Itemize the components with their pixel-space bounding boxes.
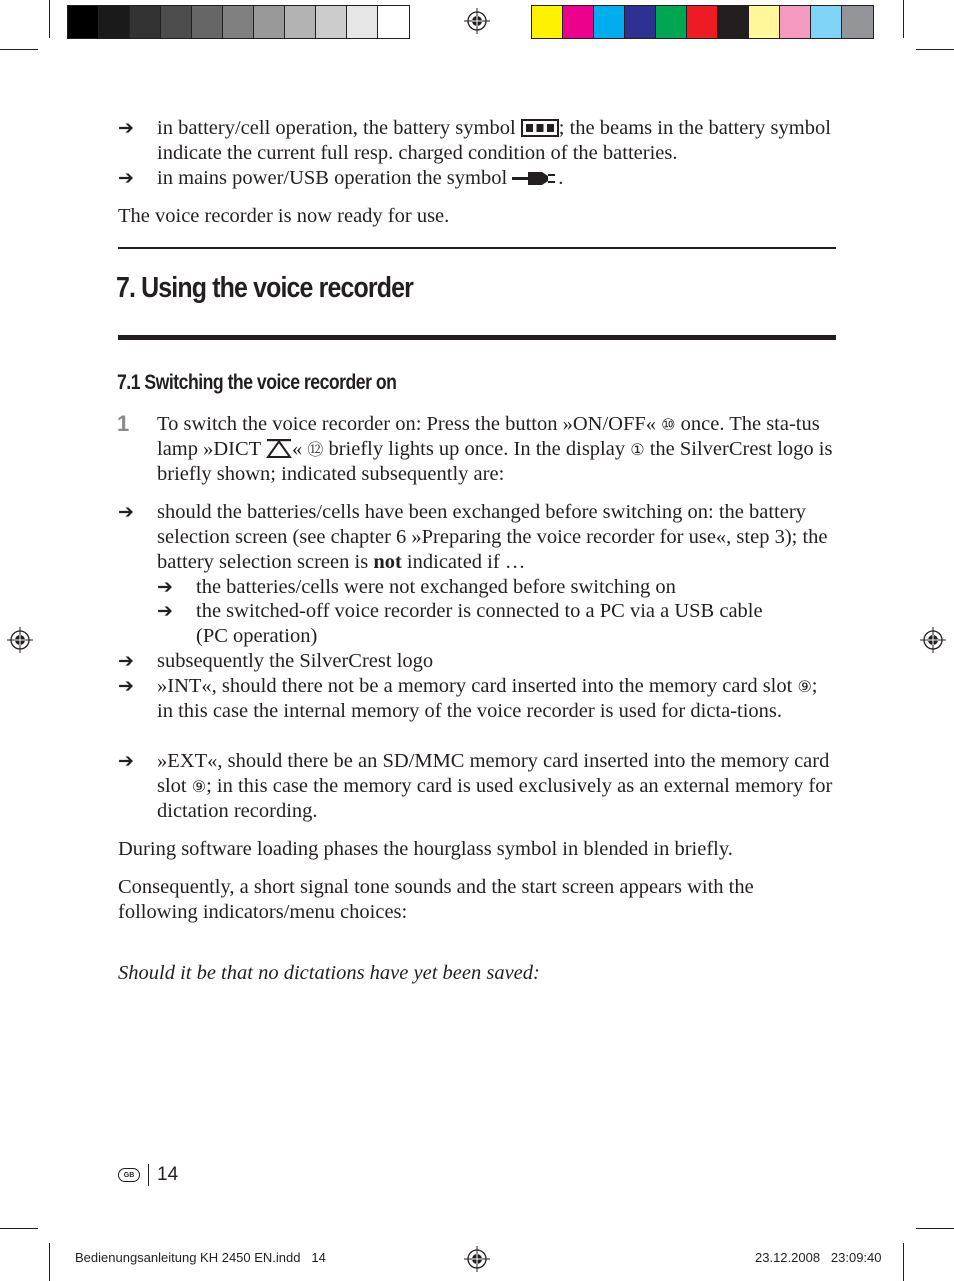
section-rule-top bbox=[118, 247, 836, 249]
registration-mark-icon bbox=[7, 627, 33, 653]
ref-number: ① bbox=[630, 440, 645, 459]
list-item: ➔ in mains power/USB operation the symbol . bbox=[118, 167, 564, 189]
color-swatch bbox=[347, 6, 378, 38]
registration-mark-icon bbox=[464, 1246, 490, 1272]
slug-timestamp: 23.12.2008 23:09:40 bbox=[755, 1250, 882, 1265]
arrow-icon: ➔ bbox=[157, 576, 173, 598]
paragraph: During software loading phases the hourglass symbol in blended in briefly. bbox=[118, 838, 733, 860]
arrow-icon: ➔ bbox=[118, 750, 134, 772]
crop-mark bbox=[0, 49, 38, 50]
sub-list-item: ➔ the switched-off voice recorder is connected to a PC via a USB cable (PC operation) bbox=[157, 600, 763, 647]
arrow-icon: ➔ bbox=[118, 675, 134, 697]
slug-filename: Bedienungsanleitung KH 2450 EN.indd 14 bbox=[75, 1250, 326, 1265]
sub-list-item: ➔ the batteries/cells were not exchanged before switching on bbox=[157, 576, 676, 598]
color-swatch bbox=[594, 6, 625, 38]
color-swatch bbox=[161, 6, 192, 38]
registration-mark-icon bbox=[464, 8, 490, 34]
arrow-icon: ➔ bbox=[118, 650, 134, 672]
color-swatch bbox=[811, 6, 842, 38]
section-title: 7. Using the voice recorder bbox=[116, 272, 413, 304]
language-badge: GB bbox=[118, 1168, 140, 1182]
list-item: ➔ »EXT«, should there be an SD/MMC memory card inserted into the memory card slot ⑨; in this case the memory card is used exclusively as an external memory for dictation recording. bbox=[118, 750, 833, 822]
color-swatch bbox=[192, 6, 223, 38]
ref-number: ⑫ bbox=[307, 440, 324, 459]
list-item: ➔ should the batteries/cells have been exchanged before switching on: the battery selection screen (see chapter 6 »Preparing the voice recorder for use«, step 3); the battery selection screen is not indicated if … bbox=[118, 501, 828, 573]
ref-number: ⑩ bbox=[661, 415, 676, 434]
step-number: 1 bbox=[117, 411, 130, 436]
page-number: 14 bbox=[157, 1164, 179, 1185]
color-swatch bbox=[625, 6, 656, 38]
crop-mark bbox=[0, 1228, 38, 1229]
battery-full-icon bbox=[521, 119, 559, 137]
color-swatch bbox=[780, 6, 811, 38]
color-swatch bbox=[749, 6, 780, 38]
ready-paragraph: The voice recorder is now ready for use. bbox=[118, 205, 450, 227]
color-swatch bbox=[563, 6, 594, 38]
color-bar bbox=[531, 5, 874, 39]
color-swatch bbox=[130, 6, 161, 38]
crop-mark bbox=[916, 49, 954, 50]
crop-mark bbox=[49, 0, 50, 38]
arrow-icon: ➔ bbox=[118, 117, 134, 139]
crop-mark bbox=[916, 1228, 954, 1229]
color-swatch bbox=[316, 6, 347, 38]
color-swatch bbox=[285, 6, 316, 38]
ref-number: ⑨ bbox=[191, 777, 207, 796]
color-swatch bbox=[378, 6, 409, 38]
footer-divider bbox=[148, 1164, 149, 1186]
color-swatch bbox=[254, 6, 285, 38]
color-swatch bbox=[842, 6, 873, 38]
page-footer bbox=[118, 1163, 178, 1187]
crop-mark bbox=[903, 1243, 904, 1281]
arrow-icon: ➔ bbox=[118, 167, 134, 189]
ref-number: ⑨ bbox=[797, 677, 812, 696]
grayscale-bar bbox=[67, 5, 410, 39]
arrow-icon: ➔ bbox=[118, 501, 134, 523]
color-swatch bbox=[656, 6, 687, 38]
paragraph-italic: Should it be that no dictations have yet been saved: bbox=[118, 962, 540, 984]
list-item: ➔ in battery/cell operation, the battery symbol ; the beams in the battery symbol indicate the current full resp. charged condition of the batteries. bbox=[118, 117, 831, 164]
subsection-title: 7.1 Switching the voice recorder on bbox=[117, 371, 397, 394]
color-swatch bbox=[687, 6, 718, 38]
arrow-icon: ➔ bbox=[157, 600, 173, 622]
section-rule-bottom bbox=[118, 335, 836, 340]
step-text: To switch the voice recorder on: Press the button »ON/OFF« ⑩ once. The sta-tus lamp »DICT « ⑫ briefly lights up once. In the display ① the SilverCrest logo is briefly shown; indicated subsequently are: bbox=[157, 413, 833, 485]
registration-mark-icon bbox=[920, 627, 946, 653]
crop-mark bbox=[49, 1243, 50, 1281]
mains-plug-icon bbox=[512, 169, 558, 187]
list-item: ➔ subsequently the SilverCrest logo bbox=[118, 650, 434, 672]
crop-mark bbox=[903, 0, 904, 38]
color-swatch bbox=[223, 6, 254, 38]
dict-triangle-icon bbox=[266, 438, 292, 458]
list-item: ➔ »INT«, should there not be a memory card inserted into the memory card slot ⑨; in this case the internal memory of the voice recorder is used for dicta-tions. bbox=[118, 675, 818, 722]
color-swatch bbox=[718, 6, 749, 38]
color-swatch bbox=[532, 6, 563, 38]
color-swatch bbox=[68, 6, 99, 38]
paragraph: Consequently, a short signal tone sounds and the start screen appears with the following indicators/menu choices: bbox=[118, 876, 754, 923]
color-swatch bbox=[99, 6, 130, 38]
